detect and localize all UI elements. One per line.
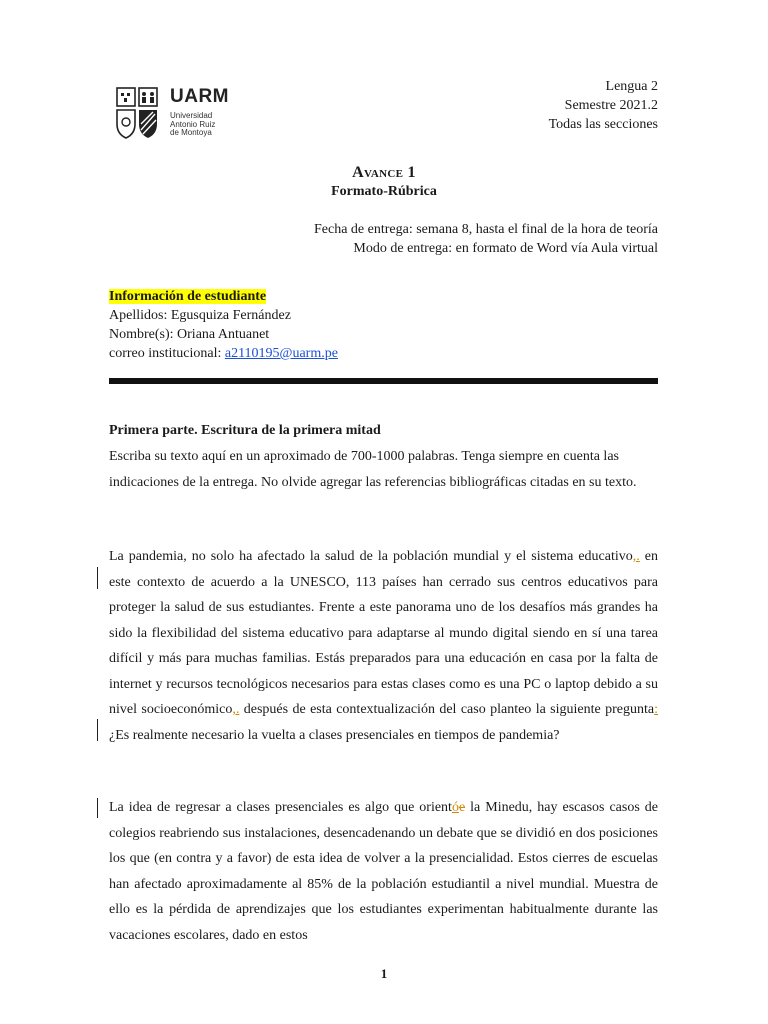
sections: Todas las secciones	[548, 117, 658, 132]
student-email-row	[109, 344, 338, 363]
page-number: 1	[380, 966, 388, 981]
tracked-change: :	[654, 702, 658, 717]
course-header	[549, 77, 658, 134]
logo-brand: UARM	[170, 86, 229, 107]
body-paragraph-1: La pandemia, no solo ha afectado la salud de la población mundial y el sistema educativo,. en este contexto de acuerdo a la UNESCO, 113 países han cerrado sus centros educativos para proteger la salud de sus estudiantes. Frente a este panorama uno de los desafíos más grandes ha sido la flexibilidad del sistema educativo para adaptarse al mundo digital siendo en sí una tarea difícil y más para muchas familias. Estás preparados para una educación en casa por la falta de internet y recursos tecnológicos necesarios para estas clases como es una PC o laptop debido a su nivel socioeconómico,. después de esta contextualización del caso planteo la siguiente pregunta: ¿Es realmente necesario la vuelta a clases presenciales en tiempos de pandemia?	[109, 549, 658, 743]
delivery-date: Fecha de entrega: semana 8, hasta el final de la hora de teoría	[313, 222, 658, 237]
logo-subtitle: Universidad Antonio Ruiz de Montoya	[170, 111, 216, 137]
change-bar	[97, 798, 98, 818]
instructions-paragraph: Escriba su texto aquí en un aproximado de 700-1000 palabras. Tenga siempre en cuenta las indicaciones de la entrega. No olvide agregar las referencias bibliográficas citadas en su texto.	[109, 449, 637, 490]
delivery-info	[314, 220, 658, 258]
student-names: Nombre(s): Oriana Antuanet	[109, 327, 270, 342]
section-title: Primera parte. Escritura de la primera mitad	[109, 423, 381, 438]
body-paragraph-2: La idea de regresar a clases presenciales es algo que orientóe la Minedu, hay escasos casos de colegios reabriendo sus instalaciones, desencadenando un debate que se dividió en dos posiciones los que (en contra y a favor) de esta idea de volver a la presencialidad. Estos cierres de escuelas han afectado aproximadamente al 85% de la población estudiantil a nivel mundial. Muestra de ello es la pérdida de aprendizajes que los estudiantes experimentan habitualmente durante las vacaciones escolares, dado en estos	[109, 800, 658, 943]
document-title: Avance 1	[352, 164, 416, 181]
delivery-mode: Modo de entrega: en formato de Word vía Aula virtual	[353, 241, 658, 256]
tracked-change: ,.	[232, 702, 240, 717]
student-surnames: Apellidos: Egusquiza Fernández	[109, 308, 291, 323]
change-bar	[97, 567, 98, 589]
student-info-heading: Información de estudiante	[109, 289, 267, 304]
document-subtitle: Formato-Rúbrica	[331, 184, 437, 199]
semester: Semestre 2021.2	[564, 98, 658, 113]
email-link[interactable]: a2110195@uarm.pe	[224, 346, 338, 361]
tracked-change: ,.	[632, 549, 640, 564]
change-bar	[97, 719, 98, 741]
student-info	[109, 287, 338, 363]
tracked-insertion: ó	[451, 800, 459, 815]
email-label: correo institucional:	[109, 346, 225, 361]
tracked-deletion: e	[458, 800, 466, 815]
course-name: Lengua 2	[605, 79, 658, 94]
university-seal-icon	[115, 86, 159, 140]
horizontal-divider	[109, 378, 658, 384]
university-logo	[115, 86, 240, 142]
